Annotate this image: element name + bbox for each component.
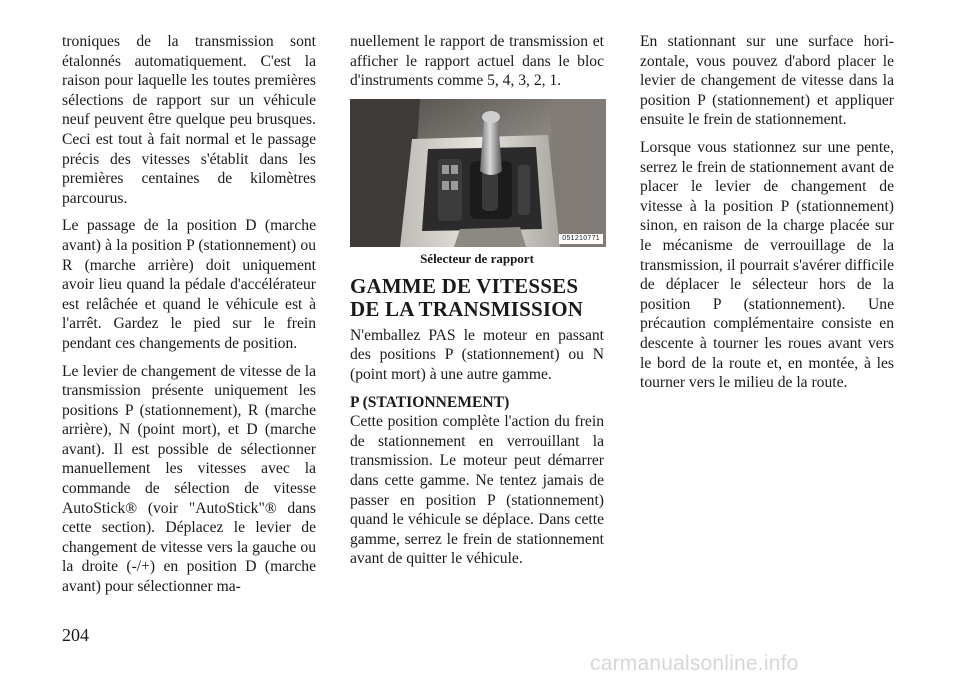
text-column-3 <box>640 32 894 393</box>
paragraph: nuellement le rapport de transmission et afficher le rapport actuel dans le bloc d'instruments comme 5, 4, 3, 2, 1. <box>350 33 604 90</box>
paragraph: N'emballez PAS le moteur en passant des positions P (stationnement) ou N (point mort) à une autre gamme. <box>350 326 604 383</box>
subsection-heading: P (STATIONNEMENT) <box>350 393 510 411</box>
gear-selector-illustration <box>350 99 606 247</box>
paragraph: En stationnant sur une surface horizontale, vous pouvez d'abord placer le levier de changement de vitesse dans la position P (stationnement) et appliquer ensuite le frein de stationnement. <box>640 33 894 129</box>
text-column-1 <box>62 32 316 597</box>
text-column-2 <box>350 32 604 569</box>
page-number: 204 <box>62 625 89 645</box>
paragraph: Lorsque vous stationnez sur une pente, serrez le frein de stationnement avant de placer le levier de changement de vitesse à la position P (stationnement) sinon, en raison de la charge placée sur le mécanisme de verrouillage de la transmission, il pourrait s'avérer difficile de déplacer le sélecteur hors de la position P (stationnement). Une précaution complémentaire consiste en descente à tourner les roues avant vers le bord de la route et, en montée, à les tourner vers le milieu de la route. <box>640 138 894 392</box>
watermark: carmanualsonline.info <box>590 652 799 675</box>
figure-code: 051210771 <box>559 234 603 244</box>
section-heading: GAMME DE VITESSES DE LA TRANSMISSION <box>350 273 584 321</box>
figure-caption: Sélecteur de rapport <box>420 250 534 266</box>
gear-selector-photo <box>350 99 606 247</box>
paragraph: troniques de la transmission sont étalonnés automatiquement. C'est la raison pour laquelle les toutes premières sélections de rapport sur un véhicule neuf peuvent être quelque peu brusques. Ceci est tout à fait normal et le passage précis des vitesses s'établit dans les premières centaines de kilomètres parcourus. <box>62 33 316 207</box>
paragraph: Le levier de changement de vitesse de la transmission présente uniquement les positions P (stationnement), R (marche arrière), N (point mort), et D (marche avant). Il est possible de sélectionner manuellement les vitesses avec la commande de sélection de vitesse AutoStick® (voir "AutoStick"® dans cette section). Déplacez le levier de changement de vitesse vers la gauche ou la droite (-/+) en position D (marche avant) pour sélectionner ma- <box>62 362 316 596</box>
paragraph: Cette position complète l'action du frein de stationnement en verrouillant la transmission. Le moteur peut démarrer dans cette gamme. Ne tentez jamais de passer en position P (stationnement) quand le véhicule se déplace. Dans cette gamme, serrez le frein de stationnement avant de quitter le véhicule. <box>350 413 604 568</box>
paragraph: Le passage de la position D (marche avant) à la position P (stationnement) ou R (marche arrière) doit uniquement avoir lieu quand la pédale d'accélérateur est relâchée et quand le véhicule est à l'arrêt. Gardez le pied sur le frein pendant ces changements de position. <box>62 217 316 352</box>
